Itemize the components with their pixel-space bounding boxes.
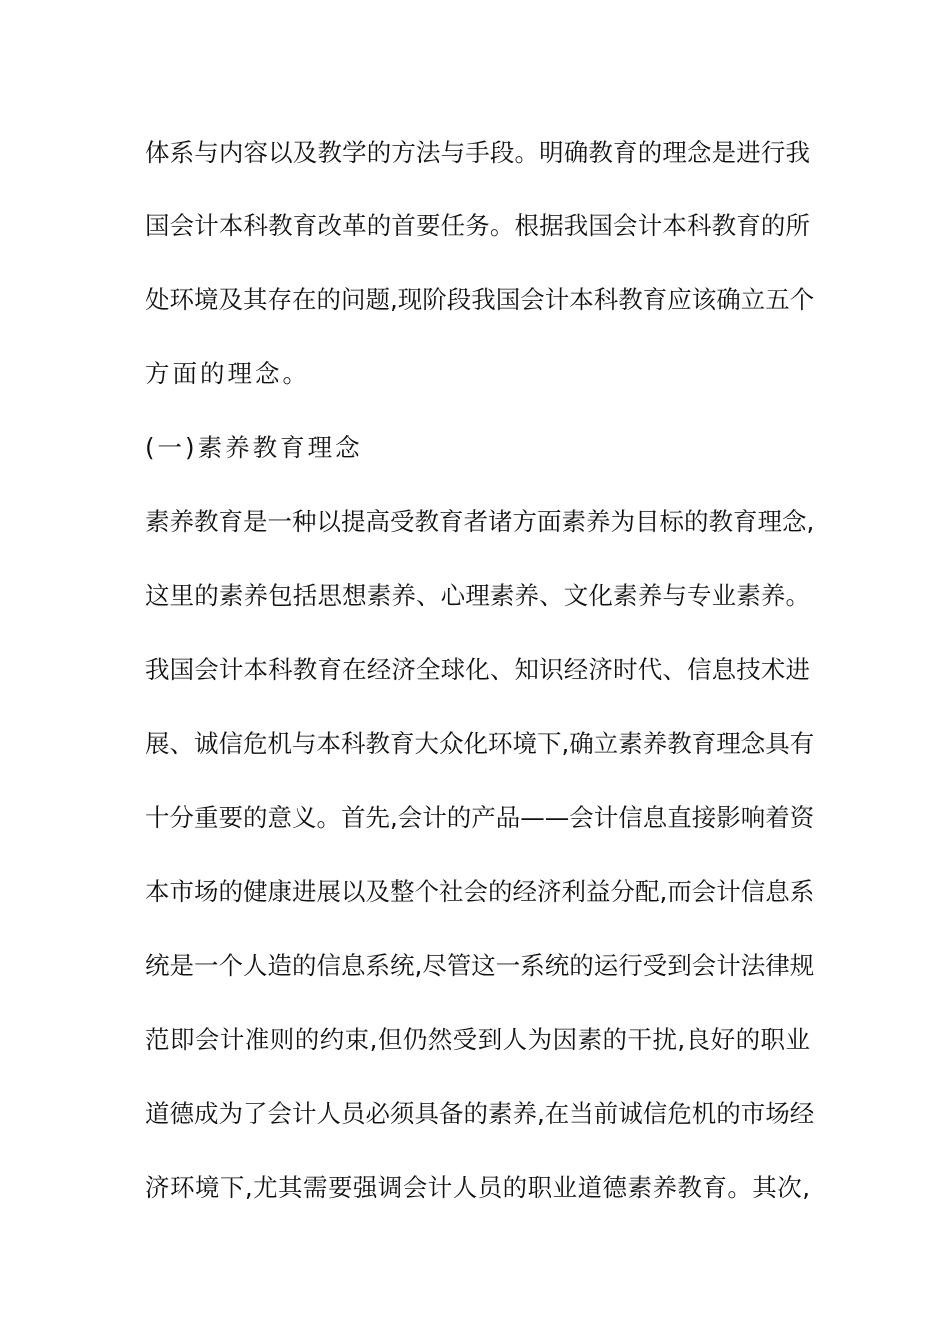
paragraph-line: 展、诚信危机与本科教育大众化环境下,确立素养教育理念具有 (145, 729, 815, 758)
section-heading: (一)素养教育理念 (145, 433, 363, 462)
paragraph-line: 十分重要的意义。首先,会计的产品——会计信息直接影响着资 (145, 803, 815, 832)
paragraph-line: 本市场的健康进展以及整个社会的经济利益分配,而会计信息系 (145, 877, 815, 906)
paragraph-line: 国会计本科教育改革的首要任务。根据我国会计本科教育的所 (145, 211, 810, 240)
paragraph-line: 道德成为了会计人员必须具备的素养,在当前诚信危机的市场经 (145, 1099, 815, 1128)
paragraph-line: 统是一个人造的信息系统,尽管这一系统的运行受到会计法律规 (145, 951, 815, 980)
paragraph-line: 济环境下,尤其需要强调会计人员的职业道德素养教育。其次, (145, 1173, 810, 1202)
paragraph-line: 处环境及其存在的问题,现阶段我国会计本科教育应该确立五个 (145, 285, 815, 314)
paragraph-line: 这里的素养包括思想素养、心理素养、文化素养与专业素养。 (145, 581, 810, 610)
paragraph-line: 素养教育是一种以提高受教育者诸方面素养为目标的教育理念, (145, 507, 815, 536)
paragraph-line: 我国会计本科教育在经济全球化、知识经济时代、信息技术进 (145, 655, 810, 684)
paragraph-line: 方面的理念。 (145, 359, 310, 388)
paragraph-line: 体系与内容以及教学的方法与手段。明确教育的理念是进行我 (145, 138, 810, 167)
paragraph-line: 范即会计准则的约束,但仍然受到人为因素的干扰,良好的职业 (145, 1025, 810, 1054)
